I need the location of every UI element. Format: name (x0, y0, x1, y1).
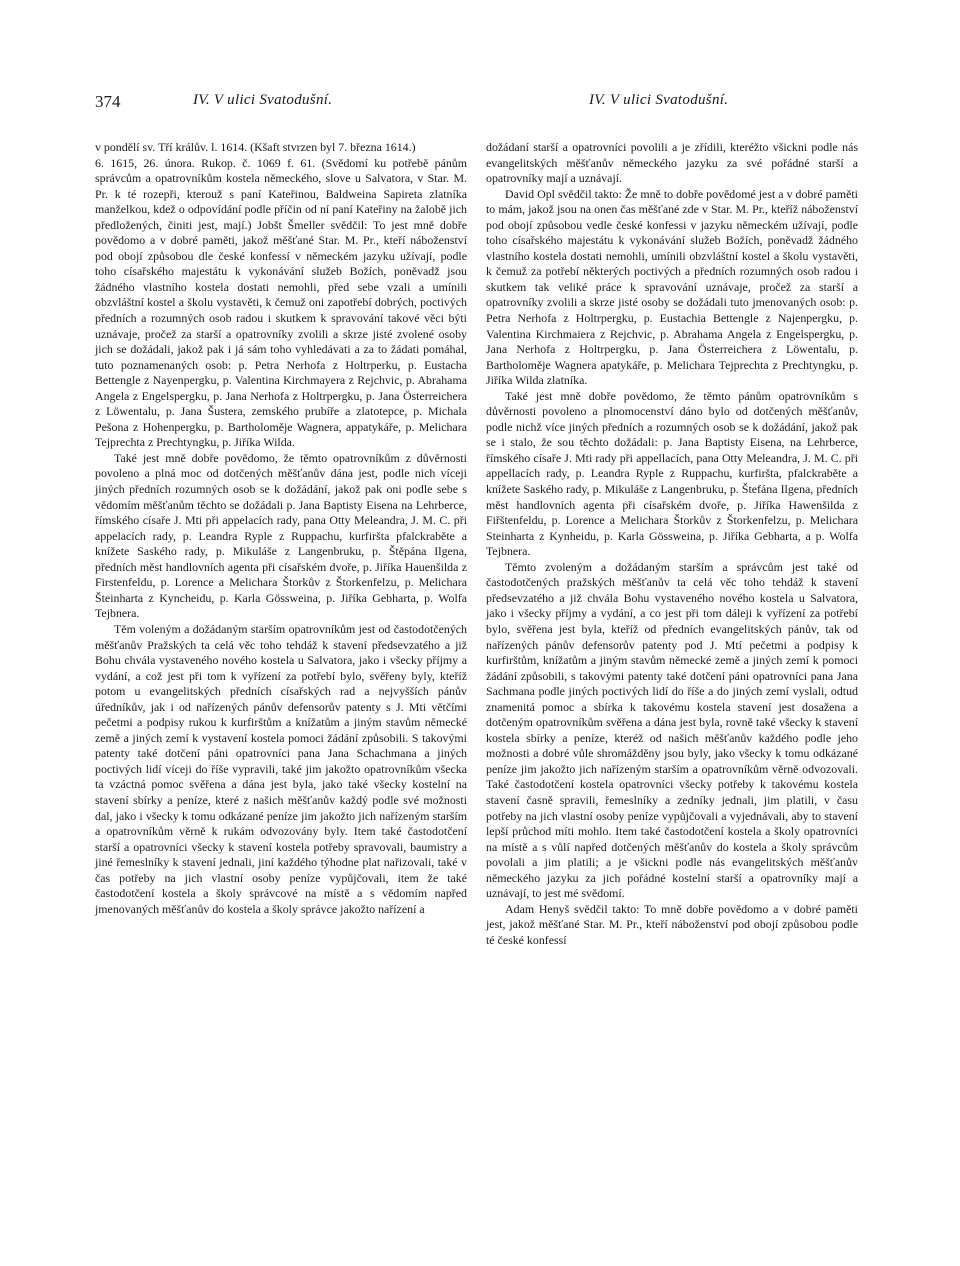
paragraph: Těm voleným a dožádaným starším opatrovníkům jest od častodotčených měšťanův Pražských ta celá věc toho tehdáž k stavení předsevzatého a již Bohu chvála vystaveného nového kostela u Salvatora, jako i všecky příjmy a vydání, a což jest při tom k vyřízení za potřebí bylo, svěřeny byly, kteříž potom u evangelitských předních císařských rad a nejvyšších pánův úředníkův, jak i od nařízených pánův defensorův patenty s J. Mti větčími pečetmi a podpisy rukou k kurfirštům a knížatům a jiným stavům německé země a jiných zemí k vystavení kostela pomoci žádání způsobili. S takovými patenty také dotčení páni opatrovníci pana Jana Schachmana a jiných poctivých lidí víceji do říše vypravili, také jim jakožto opatrovníkům všecka ta vzáctná pomoc svěřena a dána jest byla, jako také všecky kostelní na stavení sbírky a peníze, které z našich měšťanův každý podle své možnosti dal, jako i všecky k tomu odkázané peníze jim jakožto jich nařízeným starším a opatrovníkům věrně k rukám odvozovány byly. Item také častodotčení starší a opatrovníci všecky k stavení kostela potřeby spravovali, baumistry a jiné řemeslníky k stavení jednali, jiní každého týhodne plat nařizovali, také v čas potřeby na jich vlastní osoby peníze vypůjčovali, item že také častodotčení kostela a školy správcové na místě a s vědomím napřed jmenovaných měšťanův do kostela a školy správce jakožto nařízení a (95, 621, 467, 916)
paragraph: David Opl svědčil takto: Že mně to dobře povědomé jest a v dobré paměti to mám, jakož jsou na onen čas měšťané zde v Star. M. Pr., kteříž náboženství pod obojí způsobou vedle české konfessi v jazyku německém užívají, podle toho císařského majestátu k vykonávání služeb Božích, poněvadž žádného vlastního kostela dostati nemohli, umínili obzvláštní kostel a školu vystavěti, k čemuž za potřebí některých poctivých a předních rozumných osob radou i skutkem tak veliké práce k spravování uznávaje, pročež za starší a opatrovníky zvolili a skrze jisté osoby se dožádali tuto jmenovaných osob: p. Petra Nerhofa z Holtrpergku, p. Eustachia Bettengle z Najenpergku, p. Valentina Kirchmaiera z Rejchvic, p. Abrahama Angela z Engelspergku, p. Jana Nerhofa z Holtrpergku, p. Jana Österreichera z Löwentalu, p. Bartholoměje Wagnera apatykáře, p. Melichara Tejprechta z Prechtyngku, p. Jiříka Wilda zlatníka. (486, 186, 858, 388)
paragraph: 6. 1615, 26. února. Rukop. č. 1069 f. 61. (Svědomí ku potřebě pánům správcům a opatrovníkům kostela německého, slove u Salvatora, v Star. M. Pr. k té rozepři, kterouž s paní Kateřinou, Baldweina Sapireta zlatníka manželkou, kdež o odpovídání podle příčin od ní paní Kateřiny na žalobě jich předložených, činiti jest, mají.) Jobšt Šmeller svědčil: To jest mně dobře povědomo a v dobré paměti, jakož měšťané Star. M. Pr., kteří náboženství pod obojí způsobou dle české konfessí v německém jazyku užívají, podle toho císařského majestátu k vykonávání služeb Božích, poněvadž jsou žádného vlastního kostela dostati nemohli, před sebe vzali a umínili obzvláštní kostel a školu vystavěti, k čemuž oni zapotřebí dobrých, poctivých předních a rozumných osob radou i skutkem k spravování takové věci býti uznávaje, pročež za starší a opatrovníky zvolili a skrze jisté zvolené osoby jich se dožádali, jakož pak i já sám toho vyhledávati a za to žádati pomáhal, tuto poznamenaných osob: p. Petra Nerhofa z Holtrperku, p. Eustacha Bettengle z Nayenpergku, p. Valentina Kirchmayera z Rejchvic, p. Abrahama Angela z Engelspergku, p. Jana Nerhofa z Holtrpergku, p. Jana Österreichera z Löwentalu, p. Jana Šustera, zemského prubíře a zlatotepce, p. Michala Pešona z Hohenpergku, p. Bartholoměje Wagnera, appatykáře, p. Melichara Tejprechta z Prechtyngku, p. Jiříka Wilda. (95, 155, 467, 450)
paragraph: Také jest mně dobře povědomo, že těmto opatrovníkům z důvěrnosti povoleno a plná moc od dotčených měšťanův dána jest, podle nich víceji jiných předních rozumných osob se k dožádání, jakož pak oni podle sebe s vědomím měšťanům těchto se dožádali p. Jana Baptisty Eisena na Lehrberce, římského císaře J. Mti při appelacích rady, pana Otty Meleandra, J. M. C. při appelacích rady, p. Leandra Ryple z Ruppachu, kurfiršta pfalckraběte a knížete Saského rady, p. Mikuláše z Langenbruku, p. Štěpána Ilgena, předních měst handlovních agenta při císařském dvoře, p. Jiříka Hauenšilda z Firstenfeldu, p. Lorence a Melichara Štorkův z Štorkenfelzu, p. Melichara Šteinharta z Kyncheidu, p. Karla Gössweina, p. Jiříka Gebharta, p. Wolfa Tejbnera. (95, 450, 467, 621)
page-number: 374 (95, 92, 121, 111)
page-header (95, 92, 865, 114)
paragraph: dožádaní starší a opatrovníci povolili a je zřídili, kteréžto všickni podle nás evangelitských měšťanův německého jazyku za své pořádné starší a opatrovníky mají a uznávají. (486, 140, 858, 186)
paragraph: Adam Henyš svědčil takto: To mně dobře povědomo a v dobré paměti jest, jakož měšťané Star. M. Pr., kteří náboženství pod obojí způsobou podle té české konfessí (486, 901, 858, 947)
paragraph: v pondělí sv. Tří králův. l. 1614. (Kšaft stvrzen byl 7. března 1614.) (95, 140, 416, 154)
right-column (486, 140, 858, 948)
running-head-left: IV. V ulici Svatodušní. (193, 92, 333, 108)
running-head-right: IV. V ulici Svatodušní. (589, 92, 729, 108)
left-column (95, 140, 467, 917)
paragraph: Také jest mně dobře povědomo, že těmto pánům opatrovníkům s důvěrnosti povoleno a plnomocenství dáno bylo od dotčených měšťanův, podle nichž více jiných předních a rozumných osob se k dožádání, jakož pak se i stalo, že sou těchto dožádali: p. Jana Baptisty Eisena, na Lehrberce, římského císaře J. Mti rady při appellacích, pana Otty Meleandra, J. M. C. při appellacích rady, p. Leandra Ryple z Ruppachu, kurfiršta, pfalckraběte a knížete Saského rady, p. Mikuláše z Langenbruku, p. Štefána Ilgena, předních měst handlovních agenta při císařském dvoře, p. Jiříka Hawenšilda z Fiřštenfeldu, p. Lorence a Melichara Štorkův z Štorkenfelzu, p. Melichara Steinharta z Kynheidu, p. Karla Gössweina, p. Jiříka Gebharta, a p. Wolfa Tejbnera. (486, 388, 858, 559)
paragraph: Těmto zvoleným a dožádaným starším a správcům jest také od častodotčených pražských měšťanův ta celá věc toho tehdáž k stavení předsevzatého a již chvála Bohu vystaveného nového kostela u Salvatora, jako i všecky příjmy a vydání, a co jest při tom dáleji k vyřízení za potřebí bylo, svěřena jest byla, kteříž od předních evangelitských pánův, tak od nařízených pánův defensorův patenty pod J. Mtí pečetmi a podpisy k kurfirštům, knížatům a jiným stavům německé země a jiných zemí k pomoci žádání způsobili, s takovými patenty také dotčení páni opatrovníci pana Jana Sachmana podle jiných poctivých lidí do říše a do jiných zemí vyslali, odtud znamenitá pomoc a sbírka k takovému kostela stavení jest dosažena a dotčeným opatrovníkům svěřena a dána jest byla, rovně také všecky k stavení kostela sbírky a peníze, kteréž od našich měšťanův každého podle jeho možnosti a dobré vůle shromážděny jsou byly, jako všecky k tomu odkázané peníze jim jakožto jich nařízeným starším a opatrovníkům věrně odvozovali. Také častodotčení kostela opatrovníci všecky potřeby k takovému kostela stavení časně spravili, řemeslníky a zedníky jednali, jim platili, v času potřeby na jich vlastní osoby peníze vypůjčovali a vyjednávali, aby to stavení lepší průchod míti mohlo. Item také častodotčení kostela a školy opatrovníci na místě a s vůlí napřed dotčených měšťanův do kostela a školy správcům povolali a jim platili; a je všickni podle nás evangelitských měšťanův německého jazyku za jich pořádné kostelní starší a opatrovníky mají a uznávají, to jest mé svědomí. (486, 559, 858, 901)
